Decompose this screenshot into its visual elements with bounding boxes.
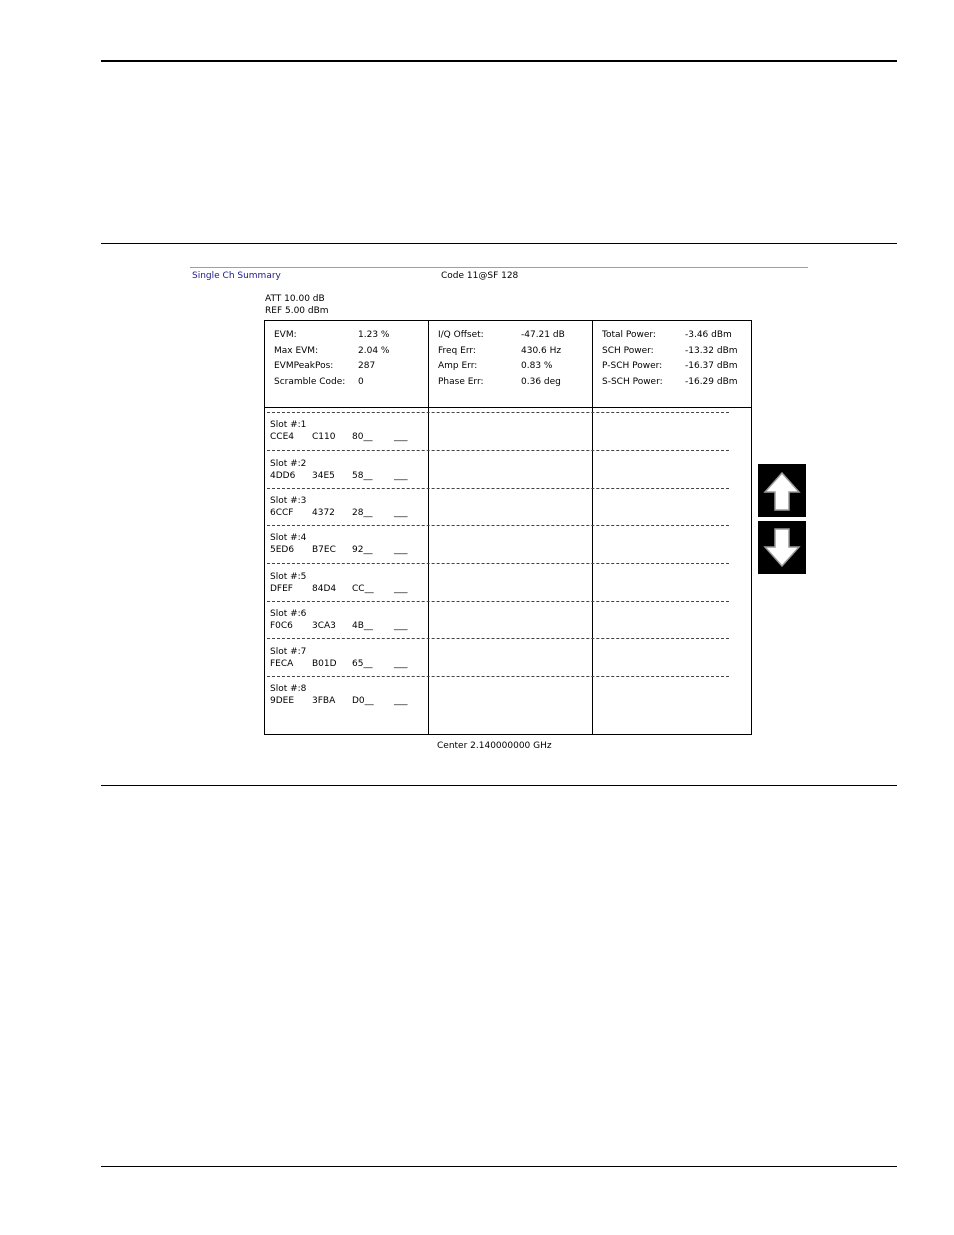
- code-label: Code 11@SF 128: [441, 271, 519, 281]
- stat-row: Scramble Code: 0: [274, 376, 364, 387]
- summary-panel: [264, 320, 752, 735]
- footer-rule: [101, 1166, 897, 1167]
- column-divider-2: [592, 321, 593, 734]
- stat-row: Total Power: -3.46 dBm: [602, 330, 732, 340]
- slot-separator: [267, 638, 729, 639]
- att-ref-readout: [265, 293, 329, 317]
- slot-separator: [267, 450, 729, 451]
- header-rule: [101, 60, 897, 62]
- stat-row: I/Q Offset: -47.21 dB: [438, 330, 565, 340]
- stat-row: EVM: 1.23 %: [274, 330, 390, 340]
- stat-row: P-SCH Power: -16.37 dBm: [602, 361, 738, 372]
- stat-row: Freq Err: 430.6 Hz: [438, 345, 562, 356]
- center-frequency: Center 2.140000000 GHz: [437, 741, 552, 751]
- stats-divider: [265, 407, 751, 408]
- slot-entry: Slot #:7 FECA B01D 65__ ___: [270, 647, 408, 669]
- stat-row: Amp Err: 0.83 %: [438, 361, 553, 372]
- slot-entry: Slot #:5 DFEF 84D4 CC__ ___: [270, 572, 408, 594]
- scroll-up-button[interactable]: [758, 464, 806, 517]
- slot-entry: Slot #:3 6CCF 4372 28__ ___: [270, 496, 408, 518]
- stat-row: SCH Power: -13.32 dBm: [602, 345, 738, 356]
- stats-evm: [274, 330, 424, 392]
- figure-top-rule: [101, 243, 897, 244]
- slot-separator: [267, 412, 729, 413]
- stat-row: Phase Err: 0.36 deg: [438, 376, 561, 387]
- slot-entry: Slot #:6 F0C6 3CA3 4B__ ___: [270, 609, 408, 631]
- stats-power: [602, 330, 750, 392]
- slot-separator: [267, 601, 729, 602]
- slot-entry: Slot #:1 CCE4 C110 80__ ___: [270, 420, 408, 442]
- slot-separator: [267, 525, 729, 526]
- column-divider-1: [428, 321, 429, 734]
- arrow-up-icon: [762, 469, 802, 513]
- slot-entry: Slot #:4 5ED6 B7EC 92__ ___: [270, 533, 408, 555]
- slot-separator: [267, 563, 729, 564]
- slot-separator: [267, 676, 729, 677]
- slot-entry: Slot #:2 4DD6 34E5 58__ ___: [270, 459, 408, 481]
- slot-entry: Slot #:8 9DEE 3FBA D0__ ___: [270, 684, 408, 706]
- ref-value: REF 5.00 dBm: [265, 306, 329, 316]
- att-value: ATT 10.00 dB: [265, 294, 325, 304]
- screen-top-border: [190, 267, 808, 268]
- figure-bottom-rule: [101, 785, 897, 786]
- slot-separator: [267, 488, 729, 489]
- screen-title: Single Ch Summary: [192, 271, 281, 281]
- stats-iq: [438, 330, 588, 392]
- arrow-down-icon: [762, 526, 802, 570]
- scroll-down-button[interactable]: [758, 521, 806, 574]
- stat-row: Max EVM: 2.04 %: [274, 345, 390, 356]
- stat-row: EVMPeakPos: 287: [274, 361, 376, 372]
- stat-row: S-SCH Power: -16.29 dBm: [602, 376, 738, 387]
